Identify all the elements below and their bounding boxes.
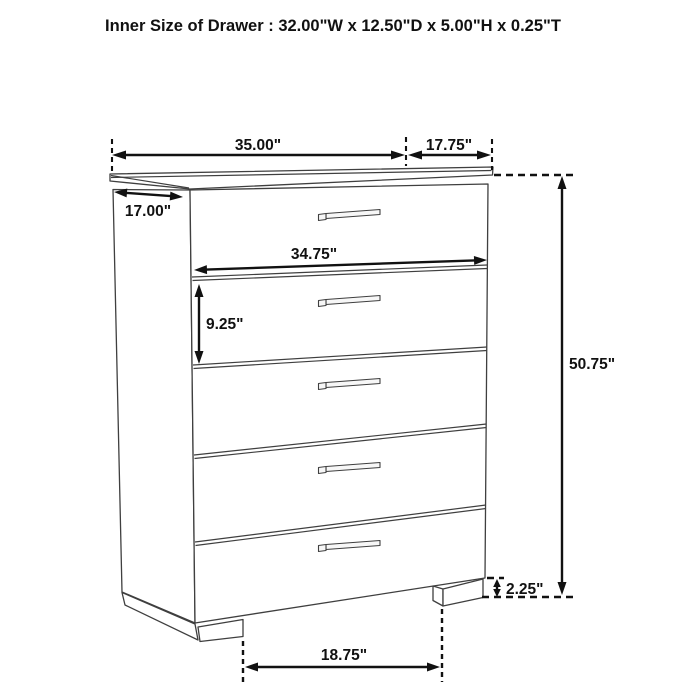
dim-label-base-height: 2.25"	[506, 581, 544, 598]
arrowhead-right	[477, 151, 491, 160]
handle-end-cap	[319, 467, 327, 474]
dim-label-leg-spacing: 18.75"	[320, 647, 368, 664]
dim-top-width	[112, 137, 406, 172]
arrowhead-left	[112, 151, 126, 160]
handle-end-cap	[319, 545, 327, 552]
chest	[110, 167, 493, 642]
dim-label-top-side-depth: 17.75"	[425, 137, 473, 154]
dim-label-drawer-width: 34.75"	[290, 246, 338, 263]
leg-side-face	[433, 586, 443, 606]
dim-overall-height	[482, 175, 615, 597]
dim-label-drawer-height: 9.25"	[206, 316, 244, 333]
dim-leg-spacing	[243, 609, 442, 682]
handle-end-cap	[319, 300, 327, 307]
dim-label-top-width: 35.00"	[234, 137, 282, 154]
dim-base-height	[487, 578, 544, 598]
arrowhead-top	[493, 579, 501, 587]
arrowhead-left	[245, 663, 258, 672]
handle-end-cap	[319, 214, 327, 221]
chest-leg-left	[198, 620, 243, 642]
arrowhead-right	[427, 663, 440, 672]
dim-label-overall-height: 50.75"	[569, 356, 616, 373]
arrowhead-top	[558, 176, 567, 189]
dim-top-side-depth	[408, 137, 492, 170]
arrowhead-bottom	[558, 582, 567, 595]
arrowhead-right	[391, 151, 405, 160]
dim-label-top-depth: 17.00"	[124, 203, 172, 220]
chest-side-panel	[113, 190, 195, 624]
chest-front-panel	[190, 184, 488, 623]
arrowhead-left	[408, 151, 422, 160]
handle-end-cap	[319, 383, 327, 390]
diagram-title: Inner Size of Drawer : 32.00"W x 12.50"D x 5.00"H x 0.25"T	[105, 17, 561, 35]
